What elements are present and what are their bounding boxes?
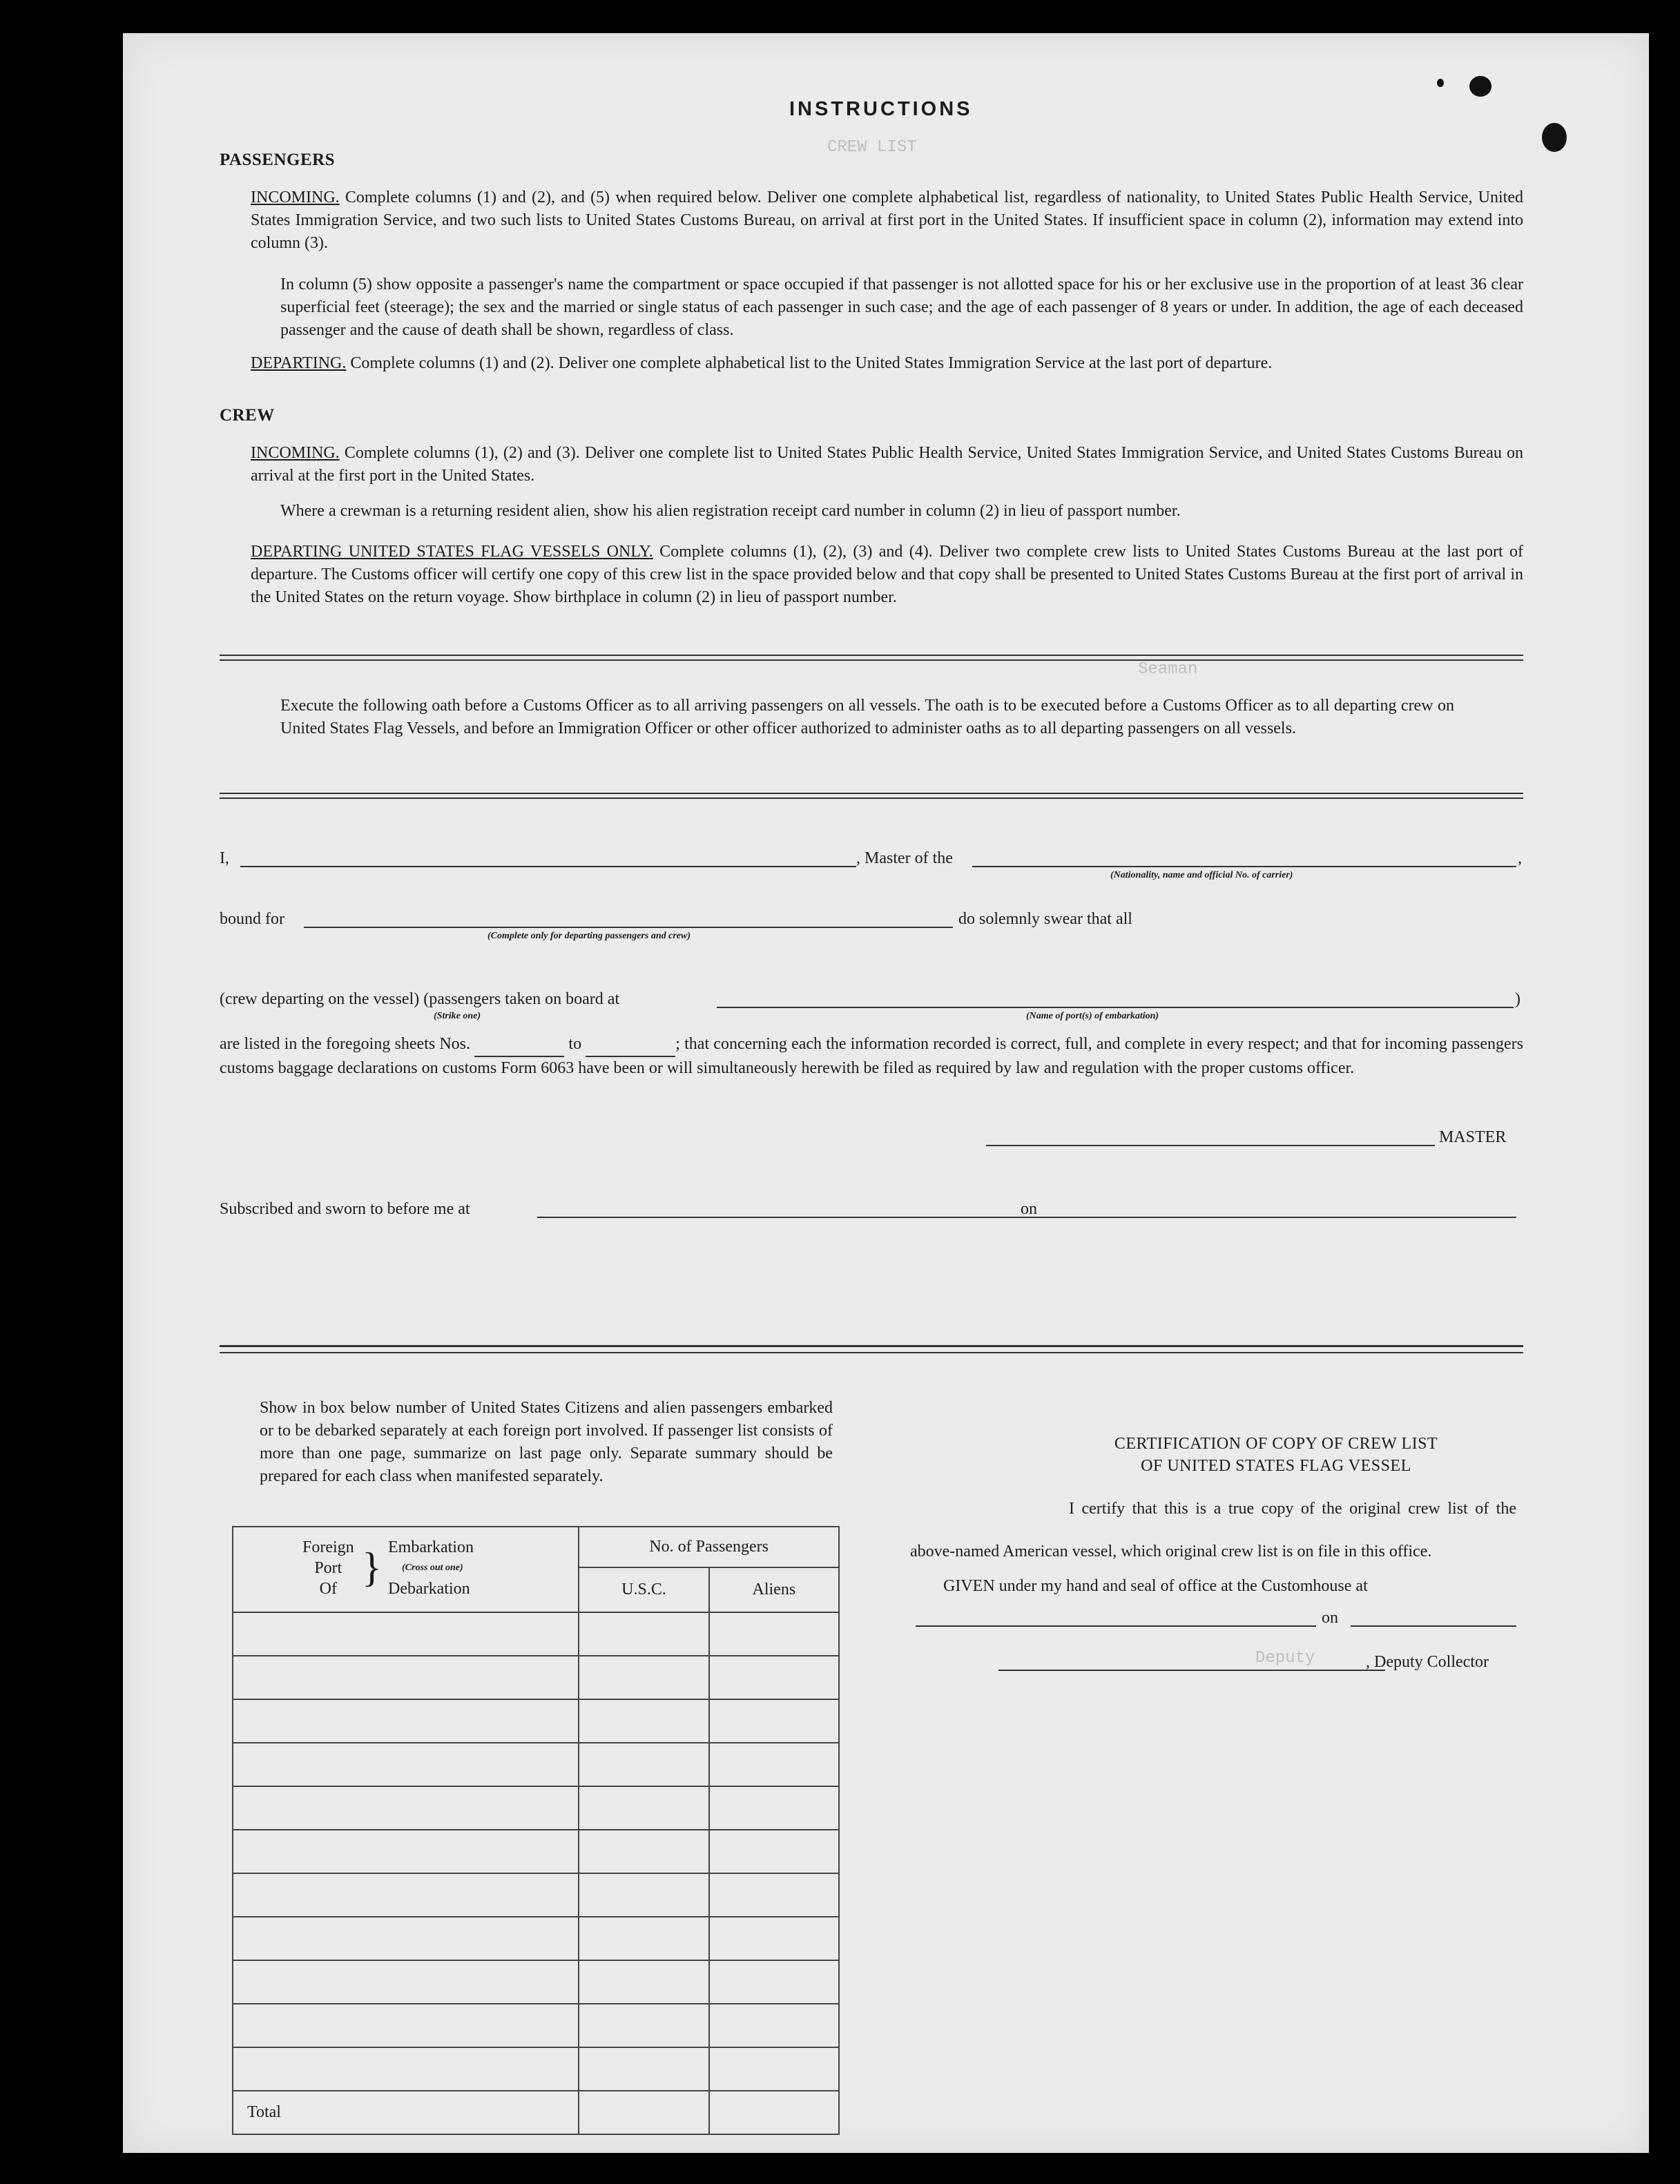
listed-text: are listed in the foregoing sheets Nos. bbox=[220, 1035, 471, 1053]
port-cell[interactable] bbox=[233, 1786, 579, 1830]
certification-given: GIVEN under my hand and seal of office at the Customhouse at bbox=[943, 1577, 1368, 1595]
comma: , bbox=[1518, 849, 1522, 867]
swear-text: do solemnly swear that all bbox=[958, 910, 1132, 928]
usc-cell[interactable] bbox=[579, 2047, 708, 2091]
port-cell[interactable] bbox=[233, 1830, 579, 1873]
bleed-through-text: Seaman bbox=[1138, 660, 1198, 679]
subscribed-place-field[interactable] bbox=[537, 1217, 1048, 1218]
crew-departing-text: (crew departing on the vessel) (passengers taken on board at bbox=[220, 990, 620, 1008]
port-cell[interactable] bbox=[233, 1917, 579, 1960]
port-cell[interactable] bbox=[233, 1656, 579, 1699]
oath-intro: Execute the following oath before a Customs Officer as to all arriving passengers on all vessels. The oath is to be executed before a Customs Officer as to all departing crew on United States Flag Vessels, and before an Immigration Officer or other officer authorized to administer oaths as to all departing passengers on all vessels. bbox=[280, 697, 1454, 737]
crew-incoming-text: Complete columns (1), (2) and (3). Deliver one complete list to United States Public Health Service, United States Immigration Service, and United States Customs Bureau on arrival at the first port in the United States. bbox=[251, 444, 1524, 485]
section-divider bbox=[220, 1345, 1523, 1353]
certification-heading-line2: OF UNITED STATES FLAG VESSEL bbox=[1141, 1457, 1411, 1475]
table-row bbox=[233, 1656, 839, 1699]
bound-for-label: bound for bbox=[220, 910, 284, 928]
ink-blot-icon bbox=[1469, 76, 1491, 97]
listed-rest: ; that concerning each the information recorded is correct, full, and complete in every respect; and that for incoming passengers customs baggage declarations on customs Form 6063 have been or will simultaneously herewith be filed as required by law and regulation with the proper customs officer. bbox=[220, 1035, 1523, 1077]
aliens-header: Aliens bbox=[709, 1567, 839, 1612]
customhouse-field[interactable] bbox=[916, 1625, 1316, 1627]
total-usc-cell[interactable] bbox=[579, 2091, 708, 2134]
usc-cell[interactable] bbox=[579, 1612, 708, 1656]
page-title: INSTRUCTIONS bbox=[789, 98, 973, 120]
port-cell[interactable] bbox=[233, 1699, 579, 1743]
passengers-departing-label: DEPARTING. bbox=[251, 354, 347, 372]
total-label: Total bbox=[233, 2091, 579, 2134]
crew-departing-label: DEPARTING UNITED STATES FLAG VESSELS ONLY. bbox=[251, 543, 653, 561]
passengers-departing-paragraph bbox=[251, 352, 1523, 375]
foreign-label: Foreign bbox=[302, 1538, 354, 1556]
sheet-from-field[interactable] bbox=[474, 1033, 564, 1057]
of-label: Of bbox=[319, 1580, 337, 1598]
cross-out-caption: (Cross out one) bbox=[402, 1563, 463, 1573]
table-row bbox=[233, 2047, 839, 2091]
aliens-cell[interactable] bbox=[709, 1743, 839, 1786]
bound-for-caption: (Complete only for departing passengers and crew) bbox=[487, 931, 691, 941]
usc-cell[interactable] bbox=[579, 1656, 708, 1699]
carrier-field[interactable] bbox=[972, 866, 1516, 867]
table-row bbox=[233, 1743, 839, 1786]
usc-cell[interactable] bbox=[579, 1960, 708, 2004]
subscribed-label: Subscribed and sworn to before me at bbox=[220, 1200, 470, 1218]
strike-one-caption: (Strike one) bbox=[434, 1011, 481, 1021]
passengers-heading: PASSENGERS bbox=[220, 151, 336, 169]
no-of-passengers-header: No. of Passengers bbox=[579, 1527, 839, 1567]
usc-cell[interactable] bbox=[579, 1699, 708, 1743]
certification-heading-line1: CERTIFICATION OF COPY OF CREW LIST bbox=[1114, 1435, 1438, 1453]
port-cell[interactable] bbox=[233, 1743, 579, 1786]
port-label: Port bbox=[314, 1559, 342, 1577]
listed-paragraph bbox=[220, 1033, 1523, 1080]
sheet-to-field[interactable] bbox=[586, 1033, 675, 1057]
brace-icon: } bbox=[362, 1545, 382, 1590]
document-page bbox=[123, 33, 1649, 2153]
port-header-cell bbox=[233, 1527, 579, 1612]
usc-cell[interactable] bbox=[579, 1743, 708, 1786]
table-row bbox=[233, 1873, 839, 1917]
aliens-cell[interactable] bbox=[709, 1960, 839, 2004]
port-cell[interactable] bbox=[233, 1960, 579, 2004]
crew-departing-paragraph bbox=[251, 541, 1523, 609]
subscribed-date-field[interactable] bbox=[1047, 1217, 1516, 1218]
oath-i-label: I, bbox=[220, 849, 229, 867]
usc-cell[interactable] bbox=[579, 2004, 708, 2047]
table-row bbox=[233, 1612, 839, 1656]
passengers-incoming-label: INCOMING. bbox=[251, 189, 340, 206]
crew-returning-paragraph: Where a crewman is a returning resident alien, show his alien registration receipt card number in column (2) in lieu of passport number. bbox=[280, 502, 1181, 520]
ink-blot-icon bbox=[1542, 123, 1567, 152]
aliens-cell[interactable] bbox=[709, 1786, 839, 1830]
port-cell[interactable] bbox=[233, 1873, 579, 1917]
deputy-collector-label: , Deputy Collector bbox=[1366, 1653, 1489, 1671]
aliens-cell[interactable] bbox=[709, 2004, 839, 2047]
bound-for-field[interactable] bbox=[304, 927, 953, 928]
usc-header: U.S.C. bbox=[579, 1567, 708, 1612]
bleed-through-text: Deputy bbox=[1255, 1649, 1315, 1668]
aliens-cell[interactable] bbox=[709, 2047, 839, 2091]
ink-blot-icon bbox=[1437, 79, 1444, 87]
aliens-cell[interactable] bbox=[709, 1656, 839, 1699]
aliens-cell[interactable] bbox=[709, 1612, 839, 1656]
table-row bbox=[233, 1917, 839, 1960]
crew-incoming-paragraph bbox=[251, 442, 1523, 487]
passengers-incoming-text: Complete columns (1) and (2), and (5) when required below. Deliver one complete alphabetical list, regardless of nationality, to United States Public Health Service, United States Immigration Service, and two such lists to United States Customs Bureau, on arrival at first port in the United States. If insufficient space in column (2), information may extend into column (3). bbox=[251, 189, 1524, 252]
master-label: MASTER bbox=[1439, 1128, 1507, 1146]
port-caption: (Name of port(s) of embarkation) bbox=[1026, 1011, 1159, 1021]
debarkation-label: Debarkation bbox=[388, 1580, 470, 1598]
passengers-departing-text: Complete columns (1) and (2). Deliver one complete alphabetical list to the United States Immigration Service at the last port of departure. bbox=[350, 354, 1273, 372]
aliens-cell[interactable] bbox=[709, 1917, 839, 1960]
master-name-field[interactable] bbox=[240, 866, 856, 867]
usc-cell[interactable] bbox=[579, 1917, 708, 1960]
aliens-cell[interactable] bbox=[709, 1699, 839, 1743]
table-row bbox=[233, 1699, 839, 1743]
to-label: to bbox=[568, 1035, 582, 1053]
deputy-signature-field[interactable] bbox=[998, 1670, 1385, 1671]
table-row bbox=[233, 1786, 839, 1830]
carrier-caption: (Nationality, name and official No. of carrier) bbox=[1110, 870, 1293, 880]
usc-cell[interactable] bbox=[579, 1786, 708, 1830]
certification-text: I certify that this is a true copy of the original crew list of the above-named American vessel, which original crew list is on file in this office. bbox=[910, 1500, 1516, 1560]
embarkation-port-field[interactable] bbox=[717, 1007, 1514, 1008]
subscribed-on-label: on bbox=[1021, 1200, 1037, 1218]
port-cell[interactable] bbox=[233, 2047, 579, 2091]
crew-incoming-label: INCOMING. bbox=[251, 444, 340, 462]
master-of-label: , Master of the bbox=[856, 849, 953, 867]
crew-heading: CREW bbox=[220, 406, 275, 425]
table-row bbox=[233, 1960, 839, 2004]
port-cell[interactable] bbox=[233, 1612, 579, 1656]
table-row bbox=[233, 1830, 839, 1873]
master-signature-field[interactable] bbox=[986, 1145, 1435, 1146]
usc-cell[interactable] bbox=[579, 1873, 708, 1917]
total-aliens-cell[interactable] bbox=[709, 2091, 839, 2134]
crew-departing-text: Complete columns (1), (2), (3) and (4). Deliver two complete crew lists to United States Customs Bureau at the last port of departure. The Customs officer will certify one copy of this crew list in the space provided below and that copy shall be presented to United States Customs Bureau at the first port of arrival in the United States on the return voyage. Show birthplace in column (2) in lieu of passport number. bbox=[251, 543, 1524, 606]
aliens-cell[interactable] bbox=[709, 1873, 839, 1917]
total-row bbox=[233, 2091, 839, 2134]
aliens-cell[interactable] bbox=[709, 1830, 839, 1873]
summary-instructions: Show in box below number of United States Citizens and alien passengers embarked or to be debarked separately at each foreign port involved. If passenger list consists of more than one page, summarize on last page only. Separate summary should be prepared for each class when manifested separately. bbox=[260, 1399, 833, 1485]
close-paren: ) bbox=[1515, 990, 1520, 1008]
embarkation-label: Embarkation bbox=[388, 1538, 474, 1556]
usc-cell[interactable] bbox=[579, 1830, 708, 1873]
passengers-incoming-paragraph bbox=[251, 186, 1523, 255]
passenger-summary-table bbox=[232, 1526, 840, 2135]
certification-on-label: on bbox=[1322, 1609, 1338, 1627]
table-row bbox=[233, 2004, 839, 2047]
bleed-through-text: CREW LIST bbox=[827, 138, 917, 157]
certification-date-field[interactable] bbox=[1351, 1625, 1516, 1627]
passengers-column5-paragraph: In column (5) show opposite a passenger's name the compartment or space occupied if that passenger is not allotted space for his or her exclusive use in the proportion of at least 36 clear superficial feet (steerage); the sex and the married or single status of each passenger in such case; and the age of each passenger of 8 years or under. In addition, the age of each deceased passenger and the cause of death shall be shown, regardless of class. bbox=[280, 276, 1523, 339]
section-divider bbox=[220, 793, 1523, 799]
port-cell[interactable] bbox=[233, 2004, 579, 2047]
certification-heading bbox=[1014, 1433, 1538, 1477]
section-divider bbox=[220, 655, 1523, 661]
